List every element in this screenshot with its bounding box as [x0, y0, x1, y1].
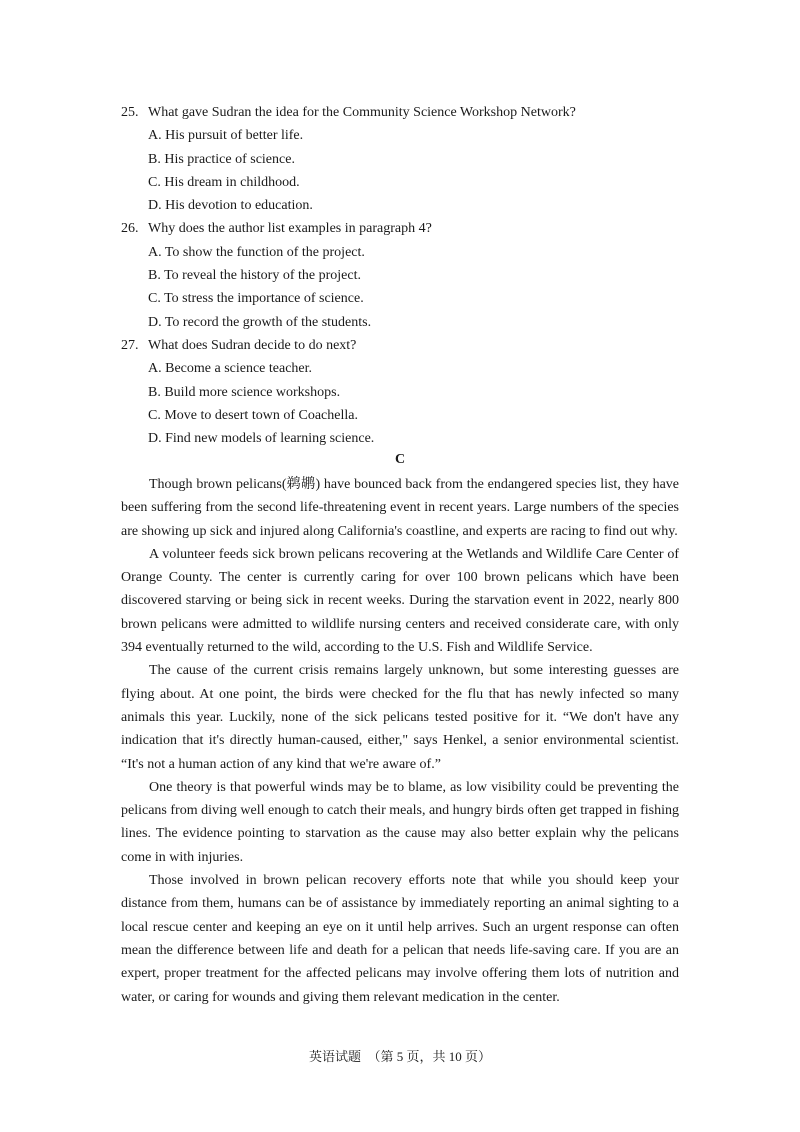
paragraph-5: Those involved in brown pelican recovery efforts note that while you should keep your distance from them, humans can be of assistance by immediately reporting an animal sighting to a local rescue center and keeping an eye on it until help arrives. Such an urgent response can often mean the difference between life and death for a pelican that needs life-saving care. If you are an expert, proper treatment for the affected pelicans may involve offering them lots of nutrition and water, or caring for wounds and giving them relevant medication in the center. — [121, 873, 679, 1005]
paragraph-3: The cause of the current crisis remains largely unknown, but some interesting guesses are flying about. At one point, the birds were checked for the flu that has newly infected so many animals this year. Luckily, none of the sick pelicans tested positive for it. “We don't have any indication that it's directly human-caused, either," says Henkel, a senior environmental scientist. “It's not a human action of any kind that we're aware of.” — [121, 663, 679, 772]
option-b: B. His practice of science. — [148, 151, 295, 167]
question-list — [121, 101, 681, 450]
question-text: What gave Sudran the idea for the Community Science Workshop Network? — [148, 105, 576, 120]
question-27 — [121, 334, 681, 450]
option-c: C. Move to desert town of Coachella. — [148, 407, 358, 423]
question-number: 27. — [121, 337, 139, 353]
option-a: A. Become a science teacher. — [148, 361, 313, 377]
question-number: 25. — [121, 105, 139, 120]
option-b: B. Build more science workshops. — [148, 384, 341, 400]
option-c: C. To stress the importance of science. — [148, 291, 364, 307]
paragraph-2: A volunteer feeds sick brown pelicans recovering at the Wetlands and Wildlife Care Center of Orange County. The center is currently caring for over 100 brown pelicans which have been discovered starving or being sick in recent weeks. During the starvation event in 2022, nearly 800 brown pelicans were admitted to wildlife nursing centers and received considerate care, with only 394 eventually returned to the wild, according to the U.S. Fish and Wildlife Service. — [121, 546, 679, 656]
option-d: D. His devotion to education. — [148, 198, 313, 214]
question-25 — [121, 101, 681, 217]
question-number: 26. — [121, 221, 139, 237]
option-b: B. To reveal the history of the project. — [148, 268, 361, 284]
option-d: D. Find new models of learning science. — [148, 431, 375, 447]
question-stem — [121, 101, 681, 124]
paragraph-4: One theory is that powerful winds may be to blame, as low visibility could be preventing the pelicans from diving well enough to catch their meals, and hungry birds often get trapped in fishing lines. The evidence pointing to starvation as the cause may also better explain why the pelicans come in with injuries. — [121, 779, 679, 865]
paragraph-1: Though brown pelicans(鹈鹕) have bounced back from the endangered species list, they have been suffering from the second life-threatening event in recent years. Large numbers of the species are showing up sick and injured along California's coastline, and experts are racing to find out why. — [121, 477, 679, 539]
question-text: Why does the author list examples in paragraph 4? — [148, 221, 432, 237]
option-c: C. His dream in childhood. — [148, 174, 300, 190]
question-stem — [121, 334, 681, 357]
question-text: What does Sudran decide to do next? — [148, 337, 357, 353]
section-heading: C — [394, 452, 406, 467]
option-a: A. To show the function of the project. — [148, 244, 365, 260]
question-26 — [121, 217, 681, 333]
page-footer: 英语试题 （第 5 页，共 10 页） — [308, 1049, 491, 1064]
question-stem — [121, 217, 681, 240]
option-d: D. To record the growth of the students. — [148, 314, 372, 330]
reading-passage — [121, 473, 679, 1009]
option-a: A. His pursuit of better life. — [148, 128, 304, 144]
